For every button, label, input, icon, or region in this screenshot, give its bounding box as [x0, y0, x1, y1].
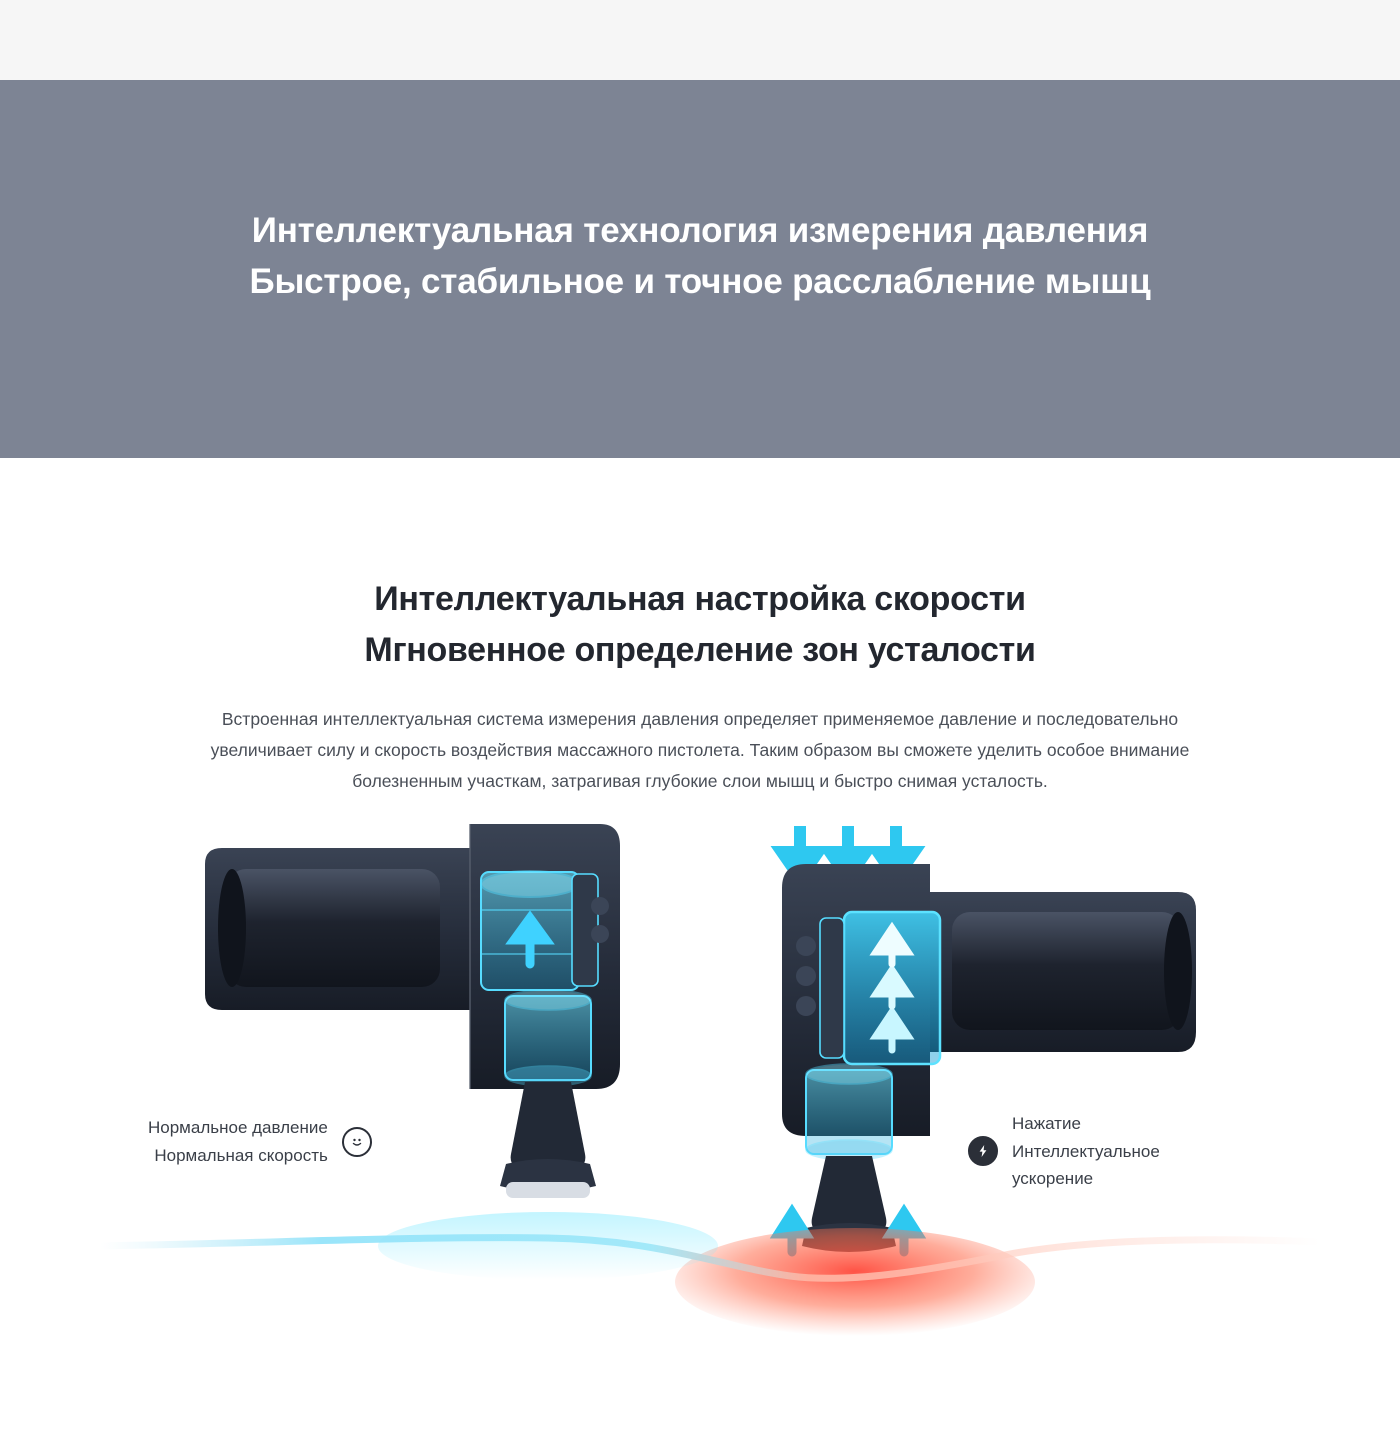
- left-motor-assembly: [481, 871, 609, 990]
- caption-right-line-3: ускорение: [1012, 1168, 1094, 1188]
- skin-surface: [100, 1212, 1320, 1434]
- caption-right-text: [1012, 1110, 1160, 1192]
- smiley-icon: [342, 1127, 372, 1157]
- hero-banner: [0, 80, 1400, 458]
- caption-left-line-2: Нормальная скорость: [154, 1145, 328, 1165]
- top-spacer: [0, 0, 1400, 80]
- section-title-line-1: Интеллектуальная настройка скорости: [374, 580, 1026, 619]
- caption-right-line-2: Интеллектуальное: [1012, 1141, 1160, 1161]
- section-title: [0, 574, 1400, 676]
- feature-section: [0, 458, 1400, 1434]
- massage-gun-illustration: [0, 814, 1400, 1434]
- section-title-line-2: Мгновенное определение зон усталости: [364, 631, 1036, 670]
- section-description: Встроенная интеллектуальная система измерения давления определяет применяемое давление и последовательно увеличивает силу и скорость воздействия массажного пистолета. Таким образом вы сможете уделить особое внимание болезненным участкам, затрагивая глубокие слои мышц и быстро снимая усталость.: [210, 709, 1190, 791]
- hero-title-line-2: Быстрое, стабильное и точное расслабление мышц: [249, 261, 1151, 301]
- caption-left-text: [148, 1114, 328, 1168]
- caption-normal-pressure: [148, 1114, 372, 1168]
- caption-left-line-1: Нормальное давление: [148, 1118, 328, 1138]
- hero-title-line-1: Интеллектуальная технология измерения давления: [251, 211, 1149, 250]
- caption-smart-acceleration: [968, 1110, 1160, 1192]
- lightning-bolt-icon: [968, 1136, 998, 1166]
- caption-right-line-1: Нажатие: [1012, 1114, 1081, 1134]
